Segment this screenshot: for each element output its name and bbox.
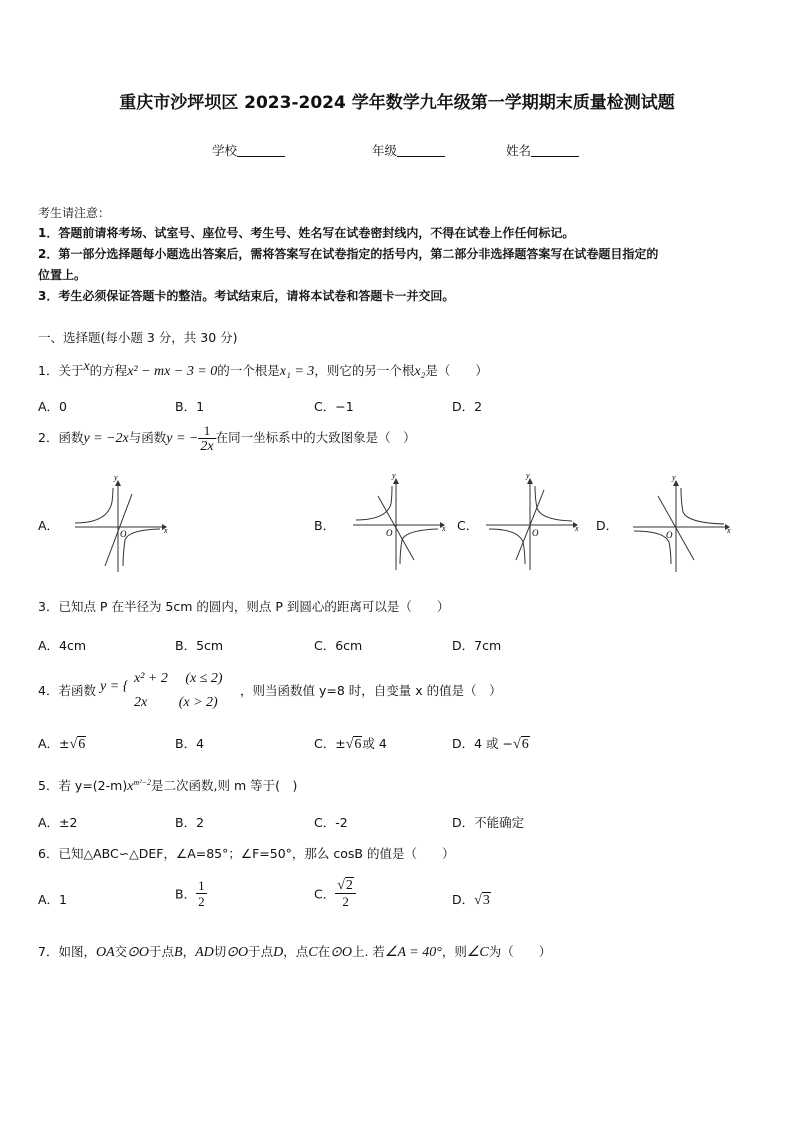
- q4-option-a[interactable]: [38, 734, 86, 753]
- q7-p1: 7．如图，: [38, 944, 96, 959]
- name-field[interactable]: [506, 141, 579, 159]
- q2-option-c[interactable]: C．: [457, 518, 479, 533]
- q2-graph-a[interactable]: [70, 474, 170, 574]
- question-7: [38, 942, 551, 961]
- q7-p11: 为（ ）: [488, 944, 552, 959]
- q2-fraction: [198, 423, 215, 454]
- q1-option-a[interactable]: A．0: [38, 399, 68, 414]
- q1-var: x: [83, 359, 90, 374]
- q7-p4: ，: [182, 944, 196, 959]
- q6-option-c[interactable]: [314, 878, 356, 909]
- q7-angle-c: ∠C: [466, 945, 489, 960]
- q1-option-d[interactable]: D．2: [452, 399, 483, 414]
- q1-prefix: 1．关于: [38, 363, 84, 379]
- q7-p9: 上. 若: [351, 944, 385, 959]
- q5-option-c[interactable]: C．-2: [314, 815, 348, 830]
- q7-p6: 于点: [248, 944, 274, 959]
- q4-option-c[interactable]: [314, 734, 387, 753]
- q6-d-label: D．: [452, 892, 475, 907]
- q6-d-sqrt: √3: [474, 893, 490, 908]
- q2-graph-d[interactable]: [628, 474, 738, 574]
- q6-option-d[interactable]: [452, 890, 491, 909]
- q2-c-x-label: x: [575, 524, 579, 533]
- q3-option-c[interactable]: C．6cm: [314, 638, 363, 653]
- school-blank[interactable]: [237, 143, 285, 157]
- q6-c-radicand: 2: [345, 878, 353, 893]
- notice-item-3: 3．考生必须保证答题卡的整洁。考试结束后，请将本试卷和答题卡一并交回。: [38, 289, 455, 303]
- q2-a-x-label: x: [164, 526, 168, 535]
- q6-d-radicand: 3: [482, 893, 490, 908]
- q2-end: 在同一坐标系中的大致图象是（ ）: [215, 430, 416, 445]
- q2-graph-c[interactable]: [486, 472, 586, 572]
- q7-circle-3: ⊙O: [330, 945, 352, 960]
- q7-c: C: [308, 945, 318, 960]
- q2-function-2: y = −: [166, 431, 199, 446]
- q2-a-origin: O: [120, 529, 127, 539]
- name-label: 姓名: [506, 143, 532, 158]
- q4-option-d[interactable]: [452, 734, 530, 753]
- notice-heading: 考生请注意：: [38, 206, 111, 220]
- notice-item-1: 1．答题前请将考场、试室号、座位号、考生号、姓名写在试卷密封线内，不得在试卷上作任何标记。: [38, 226, 575, 240]
- q4-c-sqrt: √6: [345, 737, 362, 752]
- q7-p2: 交: [114, 944, 128, 959]
- q1-equation: x² − mx − 3 = 0: [127, 364, 218, 380]
- question-1: [38, 359, 488, 380]
- q5-option-b[interactable]: B．2: [175, 815, 205, 830]
- school-label: 学校: [212, 143, 238, 158]
- q1-mid: 的方程: [89, 363, 128, 379]
- grade-blank[interactable]: [397, 143, 445, 157]
- question-2: [38, 423, 416, 454]
- q4-y: y = {: [100, 679, 129, 694]
- q6-b-label: B．: [175, 886, 197, 902]
- q1-mid2: 的一个根是: [217, 363, 280, 379]
- q2-b-x-label: x: [442, 524, 446, 533]
- notice-item-2-cont: 位置上。: [38, 268, 87, 282]
- notice-item-2: 2．第一部分选择题每小题选出答案后，需将答案写在试卷指定的括号内，第二部分非选择题答案写在试卷题目指定的: [38, 247, 659, 261]
- q5-exponent: m²−2: [133, 777, 151, 787]
- q7-b: B: [174, 945, 183, 960]
- q3-option-d[interactable]: D．7cm: [452, 638, 502, 653]
- name-blank[interactable]: [531, 143, 579, 157]
- q5-option-d[interactable]: D．不能确定: [452, 815, 525, 830]
- q5-prefix: 5．若 y=(2-m): [38, 778, 128, 793]
- q1-end: 是（ ）: [425, 363, 488, 379]
- q1-mid3: ，则它的另一个根: [314, 363, 415, 379]
- q6-c-fraction: [335, 878, 356, 909]
- q2-prefix: 2．函数: [38, 430, 84, 445]
- q2-d-x-label: x: [727, 526, 731, 535]
- q7-p3: 于点: [148, 944, 174, 959]
- grade-label: 年级: [372, 143, 398, 158]
- q4-c-end: 或 4: [362, 736, 387, 751]
- q7-p10: ，则: [441, 944, 467, 959]
- question-3: 3．已知点 P 在半径为 5cm 的圆内，则点 P 到圆心的距离可以是（ ）: [38, 599, 450, 614]
- q2-b-origin: O: [386, 528, 393, 538]
- q5-end: 是二次函数,则 m 等于( ): [151, 778, 298, 793]
- q2-a-y-label: y: [114, 474, 118, 482]
- q2-frac-den: 2x: [200, 439, 214, 454]
- q4-d-label: D．4 或 −: [452, 736, 513, 751]
- q2-option-b[interactable]: B．: [314, 518, 336, 533]
- q6-c-label: C．: [314, 886, 336, 902]
- q6-c-den: 2: [342, 894, 349, 909]
- q2-option-d[interactable]: D．: [596, 518, 619, 533]
- q4-prefix: 4．若函数: [38, 683, 96, 698]
- q4-a-label: A．±: [38, 736, 70, 751]
- q2-b-y-label: y: [392, 472, 396, 480]
- q2-frac-num: 1: [198, 423, 215, 439]
- q2-option-a[interactable]: A．: [38, 518, 60, 533]
- q7-circle-1: ⊙O: [127, 945, 149, 960]
- q2-graph-b[interactable]: [348, 472, 448, 572]
- q4-d-sqrt: √6: [513, 737, 529, 752]
- q4-case-1: x² + 2 (x ≤ 2): [134, 671, 223, 686]
- q3-option-b[interactable]: B．5cm: [175, 638, 224, 653]
- grade-field[interactable]: [372, 141, 445, 159]
- q2-d-origin: O: [666, 530, 673, 540]
- q2-function-1: y = −2x: [83, 431, 129, 446]
- q6-b-fraction: [196, 878, 207, 909]
- q4-end: ，则当函数值 y=8 时，自变量 x 的值是（ ）: [240, 683, 502, 698]
- q7-d: D: [273, 945, 284, 960]
- q1-option-b[interactable]: B．1: [175, 399, 205, 414]
- q4-d-radicand: 6: [521, 737, 529, 752]
- q2-mid: 与函数: [128, 430, 167, 445]
- q4-a-sqrt: √6: [69, 737, 86, 752]
- q6-b-den: 2: [198, 894, 205, 909]
- q7-p7: ，点: [283, 944, 309, 959]
- section-heading: 一、选择题(每小题 3 分，共 30 分): [38, 330, 238, 345]
- question-5: [38, 776, 297, 795]
- q7-oa: OA: [95, 945, 115, 960]
- q4-option-b[interactable]: B．4: [175, 736, 205, 751]
- q7-p5: 切: [213, 944, 227, 959]
- q6-option-a[interactable]: A．1: [38, 892, 68, 907]
- page-title: 重庆市沙坪坝区 2023-2024 学年数学九年级第一学期期末质量检测试题: [119, 93, 675, 113]
- q1-option-c[interactable]: C．−1: [314, 399, 354, 414]
- q6-b-num: 1: [198, 878, 205, 893]
- q6-option-b[interactable]: [175, 878, 207, 909]
- q7-p8: 在: [317, 944, 331, 959]
- q6-c-num: √2: [335, 878, 356, 894]
- q7-circle-2: ⊙O: [226, 945, 249, 960]
- q5-option-a[interactable]: A．±2: [38, 815, 78, 830]
- q2-d-y-label: y: [672, 474, 676, 482]
- question-6: 6．已知△ABC∽△DEF，∠A=85°；∠F=50°，那么 cosB 的值是（ ）: [38, 846, 455, 861]
- q7-ad: AD: [195, 945, 214, 960]
- q3-option-a[interactable]: A．4cm: [38, 638, 87, 653]
- q4-c-radicand: 6: [354, 737, 362, 752]
- q2-c-y-label: y: [526, 472, 530, 480]
- q1-root: x₁ = 3: [279, 364, 315, 380]
- q1-x2: x₂: [414, 364, 426, 380]
- q2-c-origin: O: [532, 528, 539, 538]
- q4-a-radicand: 6: [78, 737, 86, 752]
- q7-angle-a: ∠A = 40°: [384, 945, 442, 960]
- q5-x: x: [127, 779, 134, 794]
- school-field[interactable]: [212, 141, 285, 159]
- q4-case-2: 2x (x > 2): [134, 695, 218, 710]
- q4-c-label: C．±: [314, 736, 346, 751]
